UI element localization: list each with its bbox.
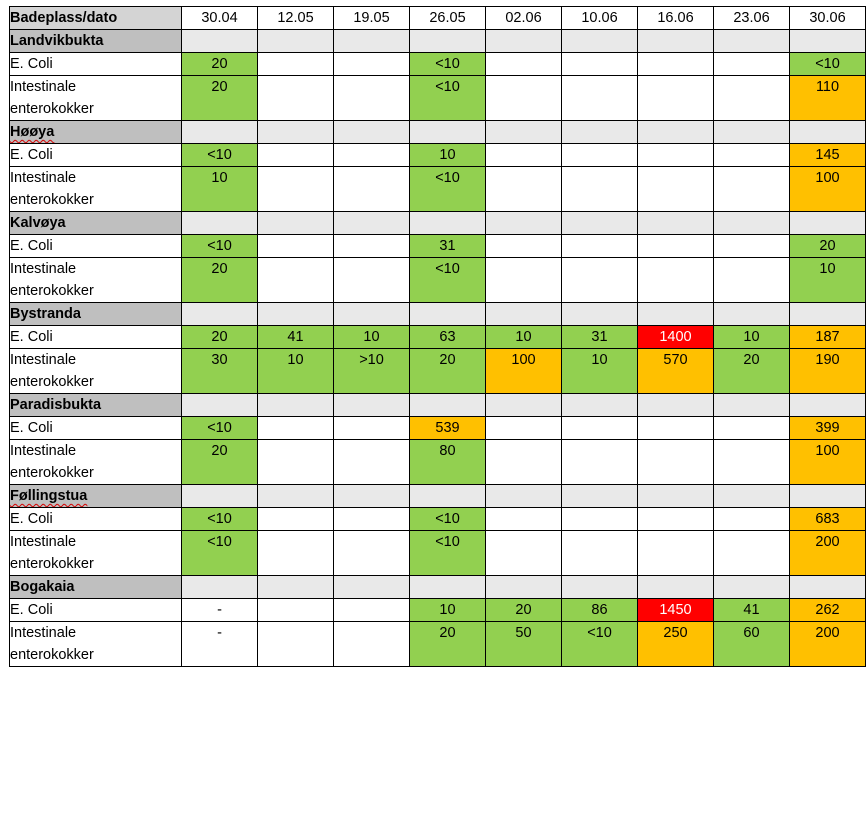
measurement-cell bbox=[334, 531, 410, 576]
measurement-cell bbox=[258, 622, 334, 667]
measurement-cell: 10 bbox=[182, 167, 258, 212]
measurement-cell: 31 bbox=[562, 326, 638, 349]
parameter-label: E. Coli bbox=[10, 235, 182, 258]
measurement-cell: 190 bbox=[790, 349, 866, 394]
table-row bbox=[10, 531, 866, 576]
location-name bbox=[10, 121, 182, 144]
location-row-empty-cell bbox=[714, 576, 790, 599]
measurement-cell: 399 bbox=[790, 417, 866, 440]
measurement-cell bbox=[486, 440, 562, 485]
measurement-cell: 20 bbox=[182, 440, 258, 485]
location-row-empty-cell bbox=[638, 485, 714, 508]
location-row-empty-cell bbox=[714, 30, 790, 53]
table-row bbox=[10, 258, 866, 303]
location-row-empty-cell bbox=[638, 303, 714, 326]
measurement-cell bbox=[638, 167, 714, 212]
table-row bbox=[10, 167, 866, 212]
measurement-cell bbox=[486, 258, 562, 303]
table-row bbox=[10, 622, 866, 667]
measurement-cell: 539 bbox=[410, 417, 486, 440]
measurement-cell: 200 bbox=[790, 531, 866, 576]
location-row-empty-cell bbox=[638, 212, 714, 235]
location-name bbox=[10, 303, 182, 326]
measurement-cell: - bbox=[182, 599, 258, 622]
measurement-cell bbox=[486, 76, 562, 121]
header-date: 23.06 bbox=[714, 7, 790, 30]
measurement-cell bbox=[486, 531, 562, 576]
measurement-cell: <10 bbox=[562, 622, 638, 667]
measurement-cell bbox=[562, 531, 638, 576]
location-row-empty-cell bbox=[714, 394, 790, 417]
header-date: 02.06 bbox=[486, 7, 562, 30]
parameter-label: E. Coli bbox=[10, 144, 182, 167]
measurement-cell bbox=[258, 440, 334, 485]
measurement-cell: 63 bbox=[410, 326, 486, 349]
location-row-empty-cell bbox=[562, 212, 638, 235]
measurement-cell: 20 bbox=[714, 349, 790, 394]
location-row-empty-cell bbox=[334, 485, 410, 508]
header-date: 12.05 bbox=[258, 7, 334, 30]
measurement-cell bbox=[486, 53, 562, 76]
location-row bbox=[10, 303, 866, 326]
location-row-empty-cell bbox=[182, 485, 258, 508]
location-row bbox=[10, 394, 866, 417]
location-name bbox=[10, 212, 182, 235]
location-name-text: Bystranda bbox=[10, 306, 81, 322]
table-row bbox=[10, 508, 866, 531]
measurement-cell bbox=[334, 144, 410, 167]
location-row-empty-cell bbox=[410, 576, 486, 599]
measurement-cell bbox=[714, 167, 790, 212]
location-row-empty-cell bbox=[258, 303, 334, 326]
measurement-cell: 20 bbox=[410, 622, 486, 667]
location-row-empty-cell bbox=[562, 121, 638, 144]
parameter-label: Intestinale enterokokker bbox=[10, 349, 182, 394]
parameter-label: Intestinale enterokokker bbox=[10, 531, 182, 576]
location-row-empty-cell bbox=[410, 303, 486, 326]
parameter-label: E. Coli bbox=[10, 508, 182, 531]
table-row bbox=[10, 417, 866, 440]
measurement-cell bbox=[638, 53, 714, 76]
measurement-cell: 41 bbox=[714, 599, 790, 622]
location-name bbox=[10, 30, 182, 53]
parameter-label: E. Coli bbox=[10, 417, 182, 440]
measurement-cell: <10 bbox=[182, 531, 258, 576]
header-date: 10.06 bbox=[562, 7, 638, 30]
location-row-empty-cell bbox=[562, 30, 638, 53]
measurement-cell bbox=[486, 235, 562, 258]
measurement-cell bbox=[334, 508, 410, 531]
measurement-cell bbox=[562, 258, 638, 303]
location-row-empty-cell bbox=[486, 212, 562, 235]
location-row-empty-cell bbox=[562, 394, 638, 417]
measurement-cell: 10 bbox=[562, 349, 638, 394]
location-name-text: Høøya bbox=[10, 124, 55, 140]
location-row-empty-cell bbox=[182, 303, 258, 326]
measurement-cell: 20 bbox=[182, 326, 258, 349]
measurement-cell: 20 bbox=[486, 599, 562, 622]
location-row-empty-cell bbox=[562, 303, 638, 326]
location-row-empty-cell bbox=[486, 121, 562, 144]
measurement-cell bbox=[562, 144, 638, 167]
measurement-cell: 250 bbox=[638, 622, 714, 667]
measurement-cell bbox=[562, 167, 638, 212]
measurement-cell: 10 bbox=[410, 144, 486, 167]
location-row-empty-cell bbox=[334, 30, 410, 53]
measurement-cell bbox=[562, 440, 638, 485]
location-row-empty-cell bbox=[410, 30, 486, 53]
table-row bbox=[10, 440, 866, 485]
location-row-empty-cell bbox=[334, 121, 410, 144]
location-row-empty-cell bbox=[334, 576, 410, 599]
table-row bbox=[10, 144, 866, 167]
header-date: 16.06 bbox=[638, 7, 714, 30]
measurement-cell: 60 bbox=[714, 622, 790, 667]
location-row-empty-cell bbox=[486, 303, 562, 326]
location-row-empty-cell bbox=[486, 576, 562, 599]
measurement-cell: 262 bbox=[790, 599, 866, 622]
location-row-empty-cell bbox=[410, 212, 486, 235]
measurement-cell bbox=[638, 144, 714, 167]
measurement-cell: <10 bbox=[410, 76, 486, 121]
location-row-empty-cell bbox=[258, 212, 334, 235]
location-row bbox=[10, 30, 866, 53]
measurement-cell: 20 bbox=[182, 258, 258, 303]
measurement-cell bbox=[258, 76, 334, 121]
measurement-cell: 50 bbox=[486, 622, 562, 667]
parameter-label: Intestinale enterokokker bbox=[10, 440, 182, 485]
measurement-cell: 10 bbox=[714, 326, 790, 349]
location-row-empty-cell bbox=[790, 394, 866, 417]
parameter-label: Intestinale enterokokker bbox=[10, 76, 182, 121]
location-name-text: Paradisbukta bbox=[10, 397, 102, 413]
measurement-cell bbox=[258, 599, 334, 622]
location-row-empty-cell bbox=[486, 394, 562, 417]
measurement-cell bbox=[486, 508, 562, 531]
measurement-cell: 110 bbox=[790, 76, 866, 121]
measurement-cell: 86 bbox=[562, 599, 638, 622]
location-row-empty-cell bbox=[562, 485, 638, 508]
location-row-empty-cell bbox=[486, 485, 562, 508]
location-row-empty-cell bbox=[790, 485, 866, 508]
location-row-empty-cell bbox=[714, 212, 790, 235]
measurement-cell: <10 bbox=[410, 508, 486, 531]
measurement-cell bbox=[714, 76, 790, 121]
measurement-cell: 200 bbox=[790, 622, 866, 667]
measurement-cell: 10 bbox=[258, 349, 334, 394]
location-row-empty-cell bbox=[486, 30, 562, 53]
measurement-cell bbox=[714, 531, 790, 576]
parameter-label: Intestinale enterokokker bbox=[10, 258, 182, 303]
location-row bbox=[10, 485, 866, 508]
table-body bbox=[10, 30, 866, 667]
measurement-cell bbox=[714, 235, 790, 258]
location-row bbox=[10, 576, 866, 599]
location-name-text: Føllingstua bbox=[10, 488, 88, 504]
location-name-text: Landvikbukta bbox=[10, 33, 104, 49]
measurement-cell bbox=[258, 508, 334, 531]
measurement-cell bbox=[334, 599, 410, 622]
location-row-empty-cell bbox=[182, 30, 258, 53]
measurement-cell: 20 bbox=[182, 53, 258, 76]
measurement-cell: 570 bbox=[638, 349, 714, 394]
location-name-text: Kalvøya bbox=[10, 215, 66, 231]
measurement-cell: - bbox=[182, 622, 258, 667]
measurement-cell: <10 bbox=[182, 417, 258, 440]
measurement-cell bbox=[714, 508, 790, 531]
measurement-cell bbox=[486, 167, 562, 212]
measurement-cell bbox=[714, 144, 790, 167]
location-row bbox=[10, 121, 866, 144]
measurement-cell bbox=[258, 53, 334, 76]
parameter-label: E. Coli bbox=[10, 326, 182, 349]
measurement-cell bbox=[638, 417, 714, 440]
measurement-cell bbox=[334, 622, 410, 667]
measurement-cell bbox=[562, 76, 638, 121]
parameter-label: Intestinale enterokokker bbox=[10, 167, 182, 212]
location-row-empty-cell bbox=[258, 121, 334, 144]
location-row-empty-cell bbox=[714, 485, 790, 508]
location-name bbox=[10, 576, 182, 599]
location-row-empty-cell bbox=[410, 394, 486, 417]
measurement-cell: 10 bbox=[410, 599, 486, 622]
measurement-cell bbox=[334, 417, 410, 440]
location-row-empty-cell bbox=[258, 576, 334, 599]
measurement-cell bbox=[638, 76, 714, 121]
measurement-cell bbox=[334, 53, 410, 76]
location-row-empty-cell bbox=[638, 394, 714, 417]
measurement-cell: <10 bbox=[410, 531, 486, 576]
location-row-empty-cell bbox=[714, 303, 790, 326]
measurement-cell: 1450 bbox=[638, 599, 714, 622]
header-date: 30.06 bbox=[790, 7, 866, 30]
measurement-cell bbox=[486, 144, 562, 167]
header-date: 26.05 bbox=[410, 7, 486, 30]
measurement-cell: <10 bbox=[790, 53, 866, 76]
measurement-cell bbox=[638, 235, 714, 258]
measurement-cell: <10 bbox=[410, 258, 486, 303]
location-row-empty-cell bbox=[638, 121, 714, 144]
header-location-date: Badeplass/dato bbox=[10, 7, 182, 30]
location-row-empty-cell bbox=[410, 485, 486, 508]
parameter-label: E. Coli bbox=[10, 53, 182, 76]
measurement-cell: <10 bbox=[182, 235, 258, 258]
measurement-cell: 187 bbox=[790, 326, 866, 349]
table-row bbox=[10, 235, 866, 258]
location-row-empty-cell bbox=[258, 394, 334, 417]
location-row-empty-cell bbox=[182, 121, 258, 144]
measurement-cell bbox=[562, 417, 638, 440]
measurement-cell bbox=[714, 440, 790, 485]
location-row-empty-cell bbox=[714, 121, 790, 144]
location-name bbox=[10, 485, 182, 508]
measurement-cell: <10 bbox=[182, 508, 258, 531]
measurement-cell bbox=[562, 508, 638, 531]
location-row-empty-cell bbox=[334, 394, 410, 417]
location-row-empty-cell bbox=[258, 30, 334, 53]
measurement-cell bbox=[258, 167, 334, 212]
location-row-empty-cell bbox=[790, 212, 866, 235]
measurement-cell bbox=[258, 235, 334, 258]
bathing-water-results-table bbox=[9, 6, 866, 667]
measurement-cell bbox=[638, 258, 714, 303]
measurement-cell: <10 bbox=[410, 53, 486, 76]
location-row-empty-cell bbox=[334, 303, 410, 326]
measurement-cell: 100 bbox=[486, 349, 562, 394]
measurement-cell bbox=[334, 167, 410, 212]
table-row bbox=[10, 349, 866, 394]
location-row bbox=[10, 212, 866, 235]
table-row bbox=[10, 599, 866, 622]
measurement-cell: 683 bbox=[790, 508, 866, 531]
measurement-cell bbox=[334, 258, 410, 303]
measurement-cell bbox=[486, 417, 562, 440]
measurement-cell bbox=[638, 531, 714, 576]
measurement-cell bbox=[334, 235, 410, 258]
header-date: 19.05 bbox=[334, 7, 410, 30]
measurement-cell: 100 bbox=[790, 167, 866, 212]
parameter-label: Intestinale enterokokker bbox=[10, 622, 182, 667]
measurement-cell: 41 bbox=[258, 326, 334, 349]
location-row-empty-cell bbox=[334, 212, 410, 235]
location-row-empty-cell bbox=[790, 576, 866, 599]
measurement-cell bbox=[258, 258, 334, 303]
measurement-cell: 145 bbox=[790, 144, 866, 167]
location-name-text: Bogakaia bbox=[10, 579, 75, 595]
location-row-empty-cell bbox=[638, 30, 714, 53]
measurement-cell: 20 bbox=[182, 76, 258, 121]
measurement-cell: 20 bbox=[410, 349, 486, 394]
header-date: 30.04 bbox=[182, 7, 258, 30]
measurement-cell: <10 bbox=[410, 167, 486, 212]
measurement-cell: 10 bbox=[334, 326, 410, 349]
header-row bbox=[10, 7, 866, 30]
measurement-cell bbox=[258, 417, 334, 440]
measurement-cell: >10 bbox=[334, 349, 410, 394]
table-row bbox=[10, 76, 866, 121]
measurement-cell bbox=[714, 417, 790, 440]
location-row-empty-cell bbox=[790, 303, 866, 326]
measurement-cell bbox=[638, 508, 714, 531]
measurement-cell bbox=[562, 235, 638, 258]
location-row-empty-cell bbox=[410, 121, 486, 144]
measurement-cell: 30 bbox=[182, 349, 258, 394]
location-row-empty-cell bbox=[182, 394, 258, 417]
measurement-cell bbox=[334, 440, 410, 485]
measurement-cell bbox=[334, 76, 410, 121]
measurement-cell bbox=[258, 144, 334, 167]
location-row-empty-cell bbox=[182, 212, 258, 235]
measurement-cell: 80 bbox=[410, 440, 486, 485]
measurement-cell bbox=[562, 53, 638, 76]
measurement-cell bbox=[714, 258, 790, 303]
parameter-label: E. Coli bbox=[10, 599, 182, 622]
measurement-cell bbox=[714, 53, 790, 76]
location-row-empty-cell bbox=[790, 121, 866, 144]
measurement-cell bbox=[638, 440, 714, 485]
measurement-cell: 31 bbox=[410, 235, 486, 258]
measurement-cell bbox=[258, 531, 334, 576]
location-row-empty-cell bbox=[258, 485, 334, 508]
measurement-cell: 10 bbox=[486, 326, 562, 349]
measurement-cell: 20 bbox=[790, 235, 866, 258]
location-row-empty-cell bbox=[562, 576, 638, 599]
location-row-empty-cell bbox=[182, 576, 258, 599]
table-row bbox=[10, 326, 866, 349]
measurement-cell: <10 bbox=[182, 144, 258, 167]
location-row-empty-cell bbox=[790, 30, 866, 53]
location-row-empty-cell bbox=[638, 576, 714, 599]
measurement-cell: 100 bbox=[790, 440, 866, 485]
location-name bbox=[10, 394, 182, 417]
table-row bbox=[10, 53, 866, 76]
measurement-cell: 10 bbox=[790, 258, 866, 303]
measurement-cell: 1400 bbox=[638, 326, 714, 349]
